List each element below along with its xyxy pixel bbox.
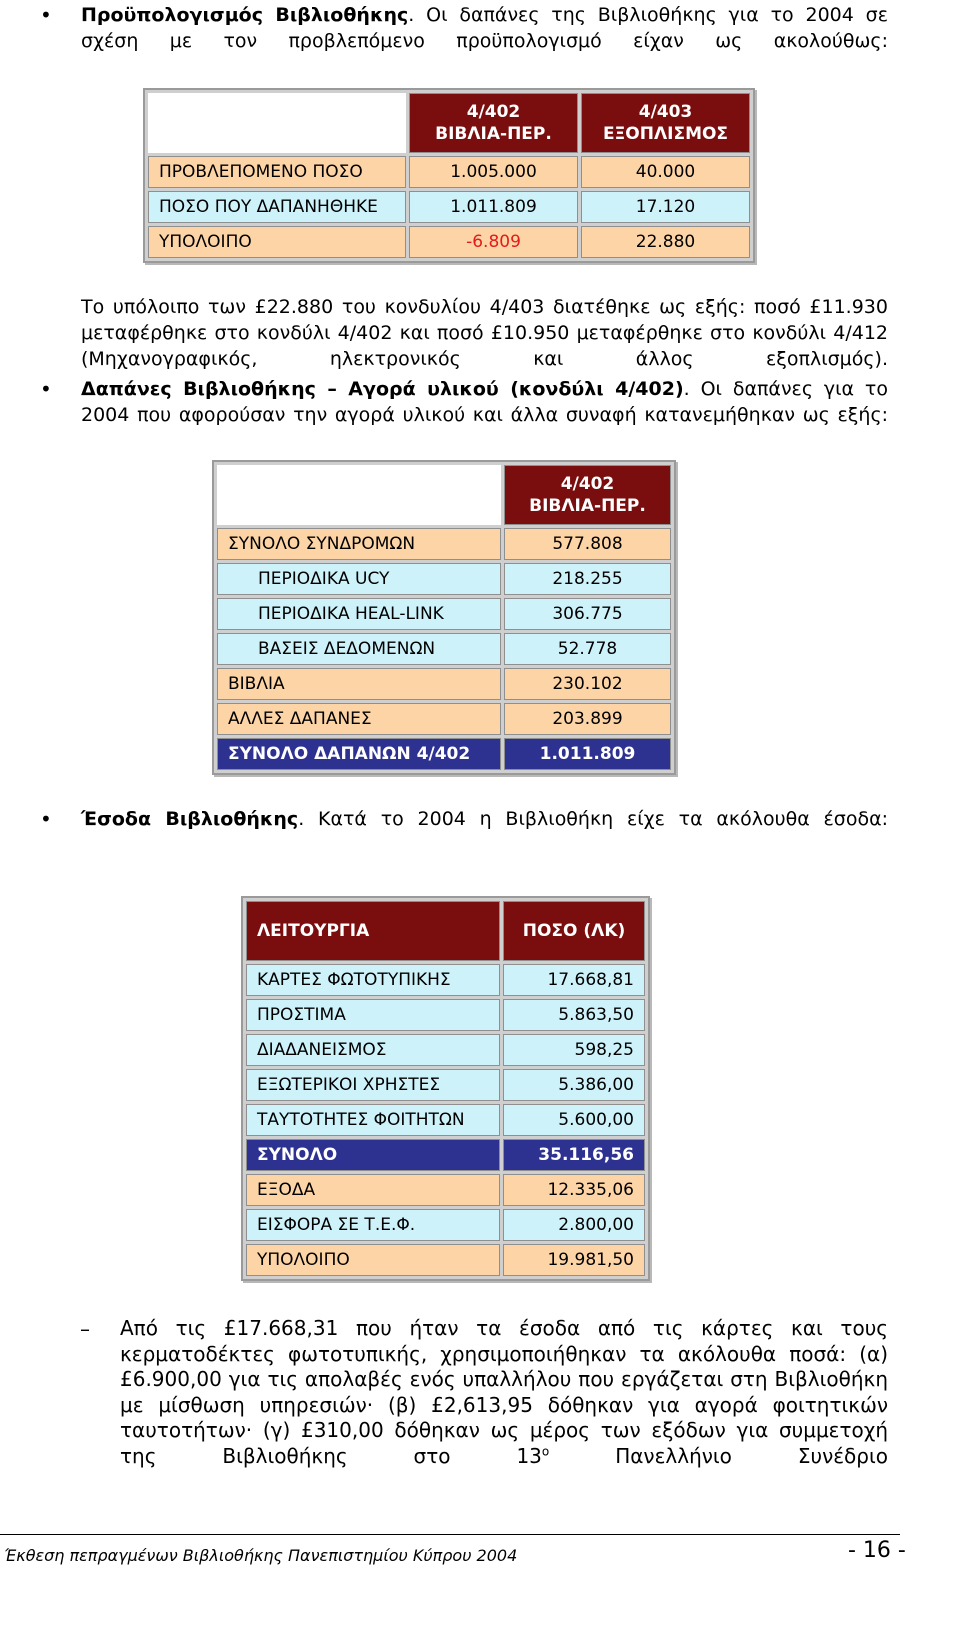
row-value: 203.899 xyxy=(504,703,671,735)
header-4-402-text: 4/402 ΒΙΒΛΙΑ-ΠΕΡ. xyxy=(529,474,646,516)
photocopy-income-text: Από τις £17.668,31 που ήταν τα έσοδα από τις κάρτες και τους κερματοδέκτες φωτοτυπικής, χρησιμοποιήθηκαν τα ακόλουθα ποσά: (α) £6.900,00 για τις απολαβές ενός υπαλλήλου που εργάζεται στη Βιβλιοθήκη με μίσθωση υπηρεσιών· (β) £2,613,95 δόθηκαν για αγορά φοιτητικών ταυτοτήτων· (γ) £310,00 δόθηκαν ως μέρος των εξόδων για συμμετοχή της Βιβλιοθήκης στο 13 xyxy=(120,1316,888,1468)
header-4-402 xyxy=(504,465,671,525)
header-function: ΛΕΙΤΟΥΡΓΙΑ xyxy=(246,901,500,961)
footer-title: Έκθεση πεπραγμένων Βιβλιοθήκης Πανεπιστημίου Κύπρου 2004 xyxy=(4,1546,518,1565)
row-value: 2.800,00 xyxy=(503,1209,645,1241)
bullet-2: • xyxy=(40,377,52,401)
table-row xyxy=(246,1069,645,1101)
table-row xyxy=(246,1174,645,1206)
row-value: 22.880 xyxy=(581,226,750,258)
row-label: ΤΑΥΤΟΤΗΤΕΣ ΦΟΙΤΗΤΩΝ xyxy=(246,1104,500,1136)
row-label: ΠΕΡΙΟΔΙΚΑ HEAL-LINK xyxy=(217,598,501,630)
row-value: 52.778 xyxy=(504,633,671,665)
expenses-title: Δαπάνες Βιβλιοθήκης – Αγορά υλικού (κονδύλι 4/402) xyxy=(81,378,684,400)
budget-paragraph xyxy=(81,2,888,54)
row-label: ΣΥΝΟΛΟ ΔΑΠΑΝΩΝ 4/402 xyxy=(217,738,501,770)
expenses-intro-text: . Οι δαπάνες για το 2004 που αφορούσαν την αγορά υλικού και άλλα συναφή κατανεμήθηκαν ως εξής: xyxy=(81,378,888,426)
row-value: 19.981,50 xyxy=(503,1244,645,1276)
page-number: - 16 - xyxy=(848,1538,906,1563)
row-value: 5.386,00 xyxy=(503,1069,645,1101)
balance-paragraph: Το υπόλοιπο των £22.880 του κονδυλίου 4/403 διατέθηκε ως εξής: ποσό £11.930 μεταφέρθηκε στο κονδύλι 4/402 και ποσό £10.950 μεταφέρθηκε στο κονδύλι 4/412 (Μηχανογραφικός, ηλεκτρονικός και άλλος εξοπλισμός). xyxy=(81,296,888,370)
table-row xyxy=(148,191,750,223)
income-table-header xyxy=(246,901,645,961)
table-row xyxy=(246,999,645,1031)
photocopy-income-paragraph xyxy=(120,1316,888,1469)
row-value: 5.600,00 xyxy=(503,1104,645,1136)
total-row xyxy=(217,738,671,770)
income-title: Έσοδα Βιβλιοθήκης xyxy=(81,808,299,830)
row-label: ΕΞΩΤΕΡΙΚΟΙ ΧΡΗΣΤΕΣ xyxy=(246,1069,500,1101)
row-label: ΒΙΒΛΙΑ xyxy=(217,668,501,700)
row-value: 598,25 xyxy=(503,1034,645,1066)
table-row xyxy=(217,703,671,735)
income-table xyxy=(241,896,650,1281)
table-row xyxy=(217,528,671,560)
table-row xyxy=(246,964,645,996)
table-row xyxy=(217,563,671,595)
row-value: 17.668,81 xyxy=(503,964,645,996)
row-value: 218.255 xyxy=(504,563,671,595)
row-value: 40.000 xyxy=(581,156,750,188)
row-label: ΣΥΝΟΛΟ xyxy=(246,1139,500,1171)
table-row xyxy=(148,156,750,188)
row-label: ΑΛΛΕΣ ΔΑΠΑΝΕΣ xyxy=(217,703,501,735)
table-row xyxy=(246,1244,645,1276)
row-value: 17.120 xyxy=(581,191,750,223)
bullet-3: • xyxy=(40,807,52,831)
table-row xyxy=(148,226,750,258)
ordinal-superscript: ο xyxy=(541,1443,550,1458)
budget-table-header xyxy=(148,93,750,153)
budget-title: Προϋπολογισμός Βιβλιοθήκης xyxy=(81,4,409,26)
row-label: ΠΟΣΟ ΠΟΥ ΔΑΠΑΝΗΘΗΚΕ xyxy=(148,191,406,223)
row-value: 35.116,56 xyxy=(503,1139,645,1171)
row-label: ΔΙΑΔΑΝΕΙΣΜΟΣ xyxy=(246,1034,500,1066)
dash-marker: – xyxy=(80,1317,90,1341)
total-row xyxy=(246,1139,645,1171)
row-value: 230.102 xyxy=(504,668,671,700)
row-label: ΕΞΟΔΑ xyxy=(246,1174,500,1206)
expenses-table-header xyxy=(217,465,671,525)
table-row xyxy=(217,668,671,700)
row-value: 5.863,50 xyxy=(503,999,645,1031)
photocopy-income-tail: Πανελλήνιο Συνέδριο xyxy=(549,1443,888,1468)
row-label: ΠΡΟΒΛΕΠΟΜΕΝΟ ΠΟΣΟ xyxy=(148,156,406,188)
row-label: ΕΙΣΦΟΡΑ ΣΕ Τ.Ε.Φ. xyxy=(246,1209,500,1241)
row-value-negative: -6.809 xyxy=(409,226,578,258)
footer-rule xyxy=(0,1534,900,1535)
row-label: ΣΥΝΟΛΟ ΣΥΝΔΡΟΜΩΝ xyxy=(217,528,501,560)
row-label: ΥΠΟΛΟΙΠΟ xyxy=(246,1244,500,1276)
header-4-402 xyxy=(409,93,578,153)
header-4-402-text: 4/402 ΒΙΒΛΙΑ-ΠΕΡ. xyxy=(435,102,552,144)
row-value: 577.808 xyxy=(504,528,671,560)
table-row xyxy=(217,598,671,630)
budget-intro-text: . Οι δαπάνες της Βιβλιοθήκης για το 2004 σε σχέση με τον προβλεπόμενο προϋπολογισμό είχαν ως ακολούθως: xyxy=(81,4,888,52)
income-intro-text: . Κατά το 2004 η Βιβλιοθήκη είχε τα ακόλουθα έσοδα: xyxy=(298,808,888,830)
table-row xyxy=(246,1104,645,1136)
row-value: 1.011.809 xyxy=(409,191,578,223)
expenses-paragraph xyxy=(81,376,888,428)
bullet-1: • xyxy=(40,3,52,27)
table-row xyxy=(217,633,671,665)
row-value: 12.335,06 xyxy=(503,1174,645,1206)
row-value: 1.005.000 xyxy=(409,156,578,188)
table-row xyxy=(246,1034,645,1066)
income-paragraph xyxy=(81,806,888,832)
row-value: 1.011.809 xyxy=(504,738,671,770)
table-row xyxy=(246,1209,645,1241)
row-label: ΥΠΟΛΟΙΠΟ xyxy=(148,226,406,258)
row-label: ΚΑΡΤΕΣ ΦΩΤΟΤΥΠΙΚΗΣ xyxy=(246,964,500,996)
budget-table xyxy=(143,88,755,263)
row-label: ΒΑΣΕΙΣ ΔΕΔΟΜΕΝΩΝ xyxy=(217,633,501,665)
header-4-403 xyxy=(581,93,750,153)
expenses-table xyxy=(212,460,676,775)
row-label: ΠΡΟΣΤΙΜΑ xyxy=(246,999,500,1031)
header-4-403-text: 4/403 ΕΞΟΠΛΙΣΜΟΣ xyxy=(602,102,729,144)
header-amount: ΠΟΣΟ (ΛΚ) xyxy=(503,901,645,961)
row-label: ΠΕΡΙΟΔΙΚΑ UCY xyxy=(217,563,501,595)
row-value: 306.775 xyxy=(504,598,671,630)
